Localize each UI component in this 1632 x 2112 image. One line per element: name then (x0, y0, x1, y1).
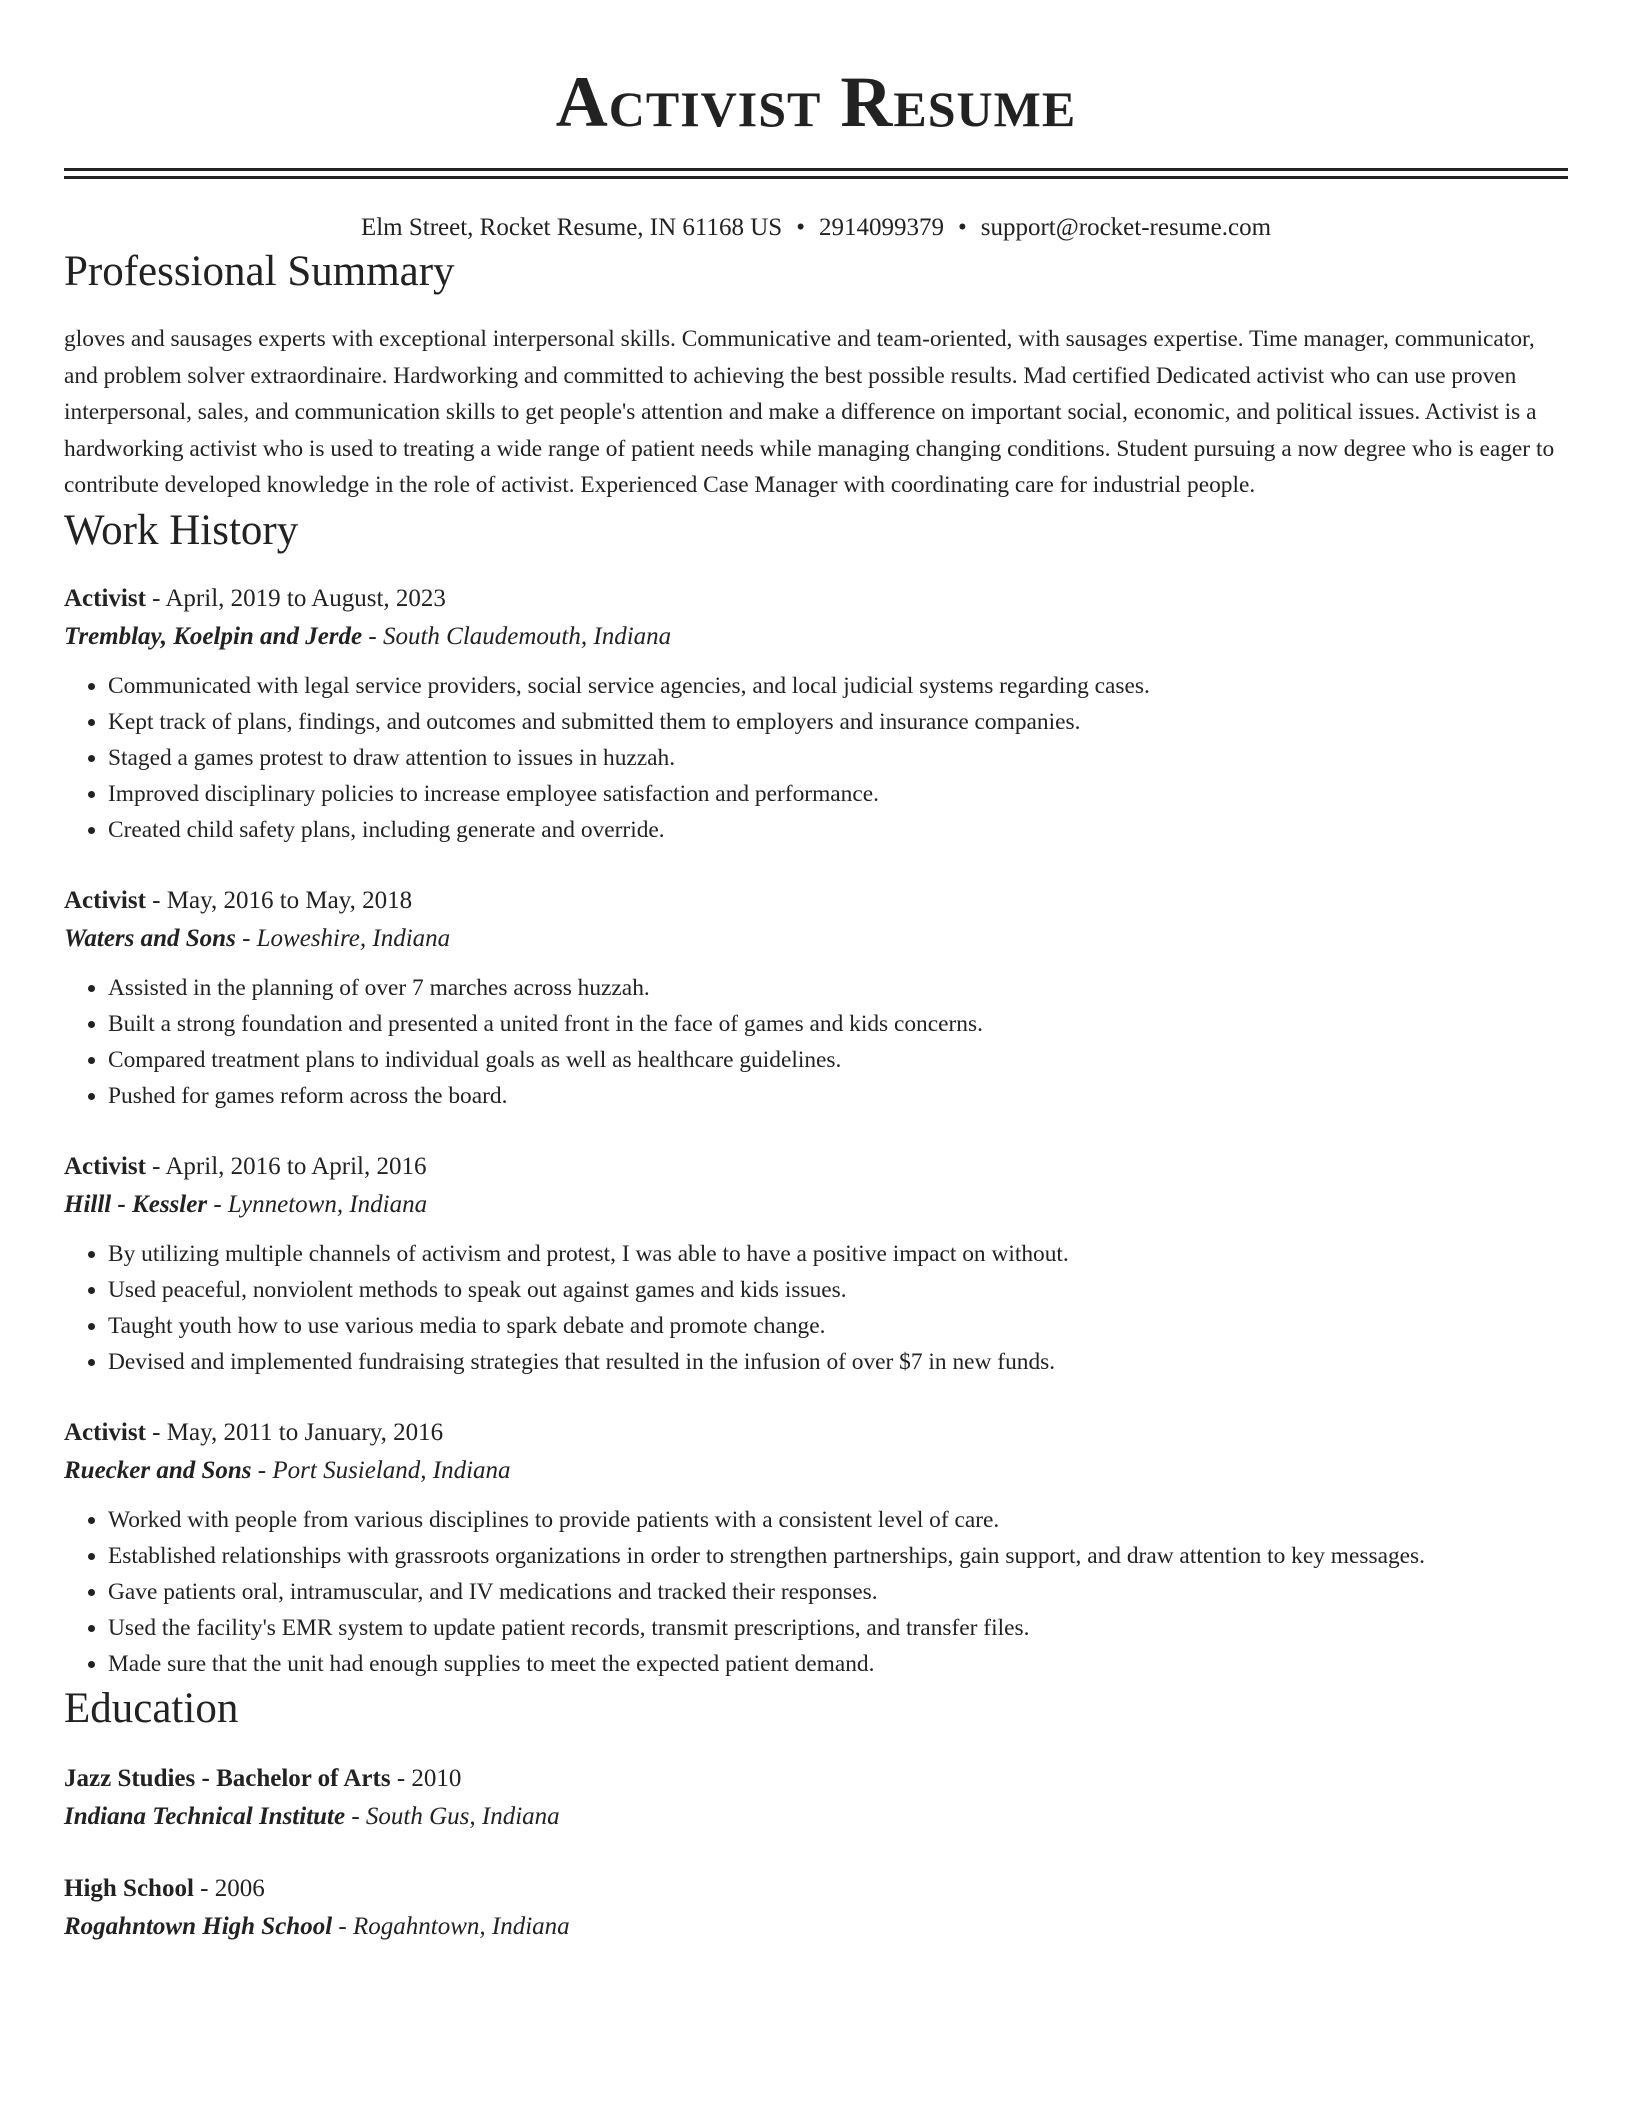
job-bullet: • Improved disciplinary policies to increase employee satisfaction and performance. (108, 776, 1568, 812)
job-title-line (64, 1414, 1568, 1452)
job-bullet: • Compared treatment plans to individual goals as well as healthcare guidelines. (108, 1042, 1568, 1078)
education-heading: Education (64, 1684, 239, 1732)
job-bullets (64, 1236, 1568, 1380)
job-bullet: • Used peaceful, nonviolent methods to speak out against games and kids issues. (108, 1272, 1568, 1308)
job-bullet: • Used the facility's EMR system to update patient records, transmit prescriptions, and transfer files. (108, 1610, 1568, 1646)
company-line (64, 1186, 1568, 1224)
work-history-heading: Work History (64, 506, 299, 554)
job-title: Activist (64, 584, 146, 612)
company-name: Hilll - Kessler (64, 1190, 208, 1218)
company-location: - Port Susieland, Indiana (257, 1456, 511, 1484)
job-bullet: • Built a strong foundation and presented a united front in the face of games and kids concerns. (108, 1006, 1568, 1042)
job-dates: - April, 2016 to April, 2016 (152, 1152, 427, 1180)
job-bullet: • Communicated with legal service providers, social service agencies, and local judicial systems regarding cases. (108, 668, 1568, 704)
job-entry (64, 882, 1568, 1114)
company-location: - South Claudemouth, Indiana (368, 622, 672, 650)
job-bullet: • By utilizing multiple channels of activism and protest, I was able to have a positive impact on without. (108, 1236, 1568, 1272)
company-location: - Loweshire, Indiana (242, 924, 451, 952)
contact-email: support@rocket-resume.com (980, 214, 1272, 241)
school-location: - South Gus, Indiana (351, 1802, 560, 1830)
contact-phone: 2914099379 (818, 214, 944, 241)
degree-name: High School (64, 1874, 194, 1902)
resume-title: Activist Resume (555, 62, 1077, 142)
education-entry (64, 1870, 1568, 1946)
graduation-year: - 2006 (200, 1874, 265, 1902)
job-bullet: • Gave patients oral, intramuscular, and IV medications and tracked their responses. (108, 1574, 1568, 1610)
job-bullet: • Staged a games protest to draw attention to issues in huzzah. (108, 740, 1568, 776)
job-bullet: • Assisted in the planning of over 7 marches across huzzah. (108, 970, 1568, 1006)
job-bullet: • Kept track of plans, findings, and outcomes and submitted them to employers and insurance companies. (108, 704, 1568, 740)
job-title-line (64, 882, 1568, 920)
contact-address: Elm Street, Rocket Resume, IN 61168 US (360, 214, 783, 241)
company-line (64, 920, 1568, 958)
education-entry (64, 1760, 1568, 1836)
job-bullet: • Created child safety plans, including generate and override. (108, 812, 1568, 848)
contact-separator: • (957, 214, 967, 241)
summary-text: gloves and sausages experts with exceptional interpersonal skills. Communicative and team-oriented, with sausages expertise. Time manager, communicator, and problem solver extraordinaire. Hardworking and committed to achieving the best possible results. Mad certified Dedicated activist who can use proven interpersonal, sales, and communication skills to get people's attention and make a difference on important social, economic, and political issues. Activist is a hardworking activist who is used to treating a wide range of patient needs while managing changing conditions. Student pursuing a now degree who is eager to contribute developed knowledge in the role of activist. Experienced Case Manager with coordinating care for industrial people. (64, 326, 1555, 499)
title-divider-top (64, 168, 1568, 171)
job-bullet: • Taught youth how to use various media to spark debate and promote change. (108, 1308, 1568, 1344)
job-title-line (64, 1148, 1568, 1186)
company-line (64, 618, 1568, 656)
job-title: Activist (64, 886, 146, 914)
job-bullet: • Made sure that the unit had enough supplies to meet the expected patient demand. (108, 1646, 1568, 1682)
job-dates: - May, 2011 to January, 2016 (152, 1418, 444, 1446)
contact-separator: • (796, 214, 805, 241)
title-divider-bottom (64, 176, 1568, 179)
company-name: Waters and Sons (64, 924, 236, 952)
job-entry (64, 580, 1568, 848)
job-dates: - May, 2016 to May, 2018 (152, 886, 413, 914)
school-name: Rogahntown High School (64, 1912, 333, 1940)
degree-line (64, 1870, 1568, 1908)
company-name: Tremblay, Koelpin and Jerde (64, 622, 363, 650)
school-line (64, 1908, 1568, 1946)
job-title-line (64, 580, 1568, 618)
company-location: - Lynnetown, Indiana (213, 1190, 428, 1218)
job-bullet: • Pushed for games reform across the board. (108, 1078, 1568, 1114)
job-bullets (64, 970, 1568, 1114)
job-bullet: • Devised and implemented fundraising strategies that resulted in the infusion of over $7 in new funds. (108, 1344, 1568, 1380)
school-name: Indiana Technical Institute (64, 1802, 346, 1830)
company-line (64, 1452, 1568, 1490)
job-dates: - April, 2019 to August, 2023 (152, 584, 446, 612)
degree-name: Jazz Studies - Bachelor of Arts (64, 1764, 391, 1792)
school-line (64, 1798, 1568, 1836)
school-location: - Rogahntown, Indiana (338, 1912, 570, 1940)
company-name: Ruecker and Sons (64, 1456, 252, 1484)
job-entry (64, 1414, 1568, 1682)
graduation-year: - 2010 (396, 1764, 462, 1792)
contact-line (64, 211, 1568, 245)
job-bullets (64, 668, 1568, 848)
job-bullet: • Established relationships with grassroots organizations in order to strengthen partnerships, gain support, and draw attention to key messages. (108, 1538, 1568, 1574)
degree-line (64, 1760, 1568, 1798)
job-title: Activist (64, 1152, 146, 1180)
job-title: Activist (64, 1418, 146, 1446)
job-entry (64, 1148, 1568, 1380)
summary-heading: Professional Summary (64, 248, 455, 295)
job-bullet: • Worked with people from various disciplines to provide patients with a consistent level of care. (108, 1502, 1568, 1538)
job-bullets (64, 1502, 1568, 1682)
